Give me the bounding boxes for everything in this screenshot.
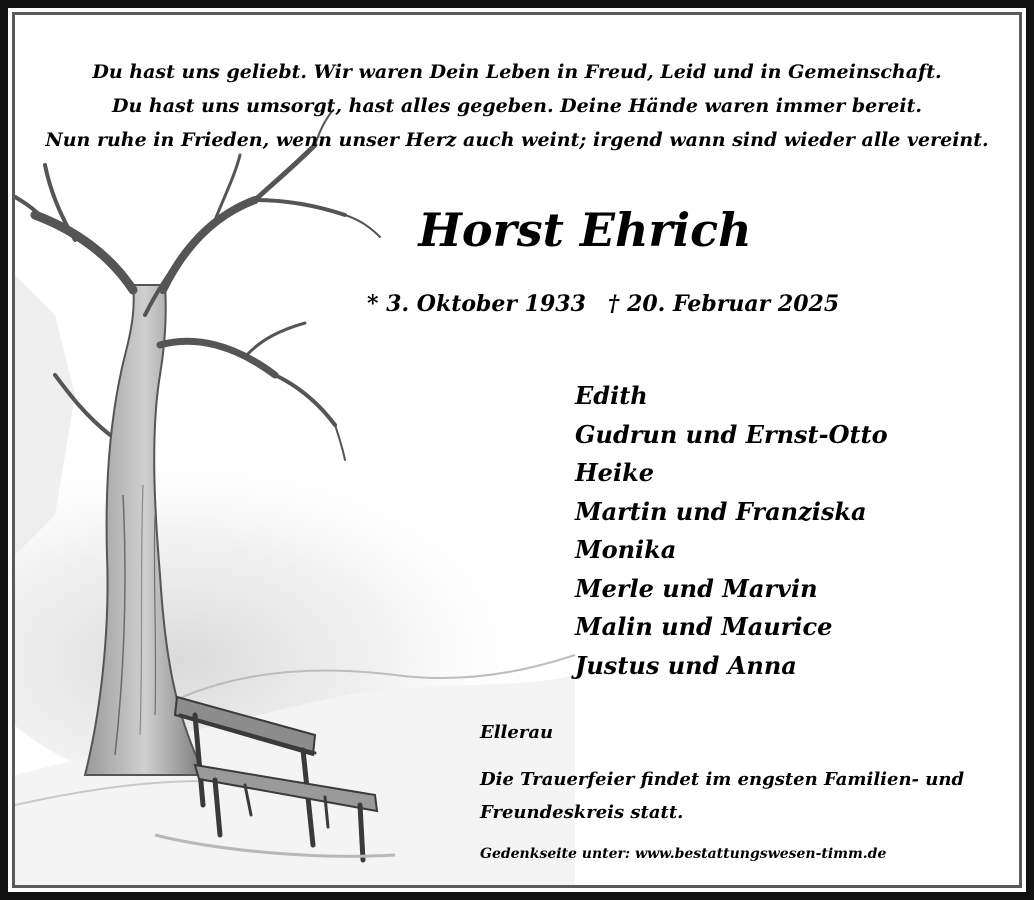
poem-line: Du hast uns geliebt. Wir waren Dein Leben in Freud, Leid und in Gemeinschaft. [92,61,942,83]
life-dates [367,287,839,321]
memorial-website: Gedenkseite unter: www.bestattungswesen-timm.de [480,846,887,862]
mourner-name: Justus und Anna [575,650,797,680]
funeral-notice [480,763,980,829]
mourner-name: Heike [575,458,654,487]
mourner-name: Gudrun und Ernst-Otto [575,419,888,449]
mourner-name: Martin und Franziska [575,496,867,526]
mourners-list [575,377,888,685]
mourner-name: Malin und Maurice [575,612,833,641]
birth-date: * 3. Oktober 1933 [367,291,586,317]
mourner-name: Monika [575,535,677,564]
deceased-name: Horst Ehrich [418,203,752,257]
mourner-name: Merle und Marvin [575,573,818,603]
notice-line: Freundeskreis statt. [480,802,684,823]
mourner-name: Edith [575,381,648,410]
poem-line: Du hast uns umsorgt, hast alles gegeben. Deine Hände waren immer bereit. [112,95,922,117]
death-date: † 20. Februar 2025 [607,291,840,317]
memorial-poem [15,55,1019,157]
place-name: Ellerau [480,722,554,743]
poem-line: Nun ruhe in Frieden, wenn unser Herz auch weint; irgend wann sind wieder alle vereint. [45,129,989,151]
obituary-notice [12,12,1022,888]
notice-line: Die Trauerfeier findet im engsten Familien- und [480,769,965,790]
